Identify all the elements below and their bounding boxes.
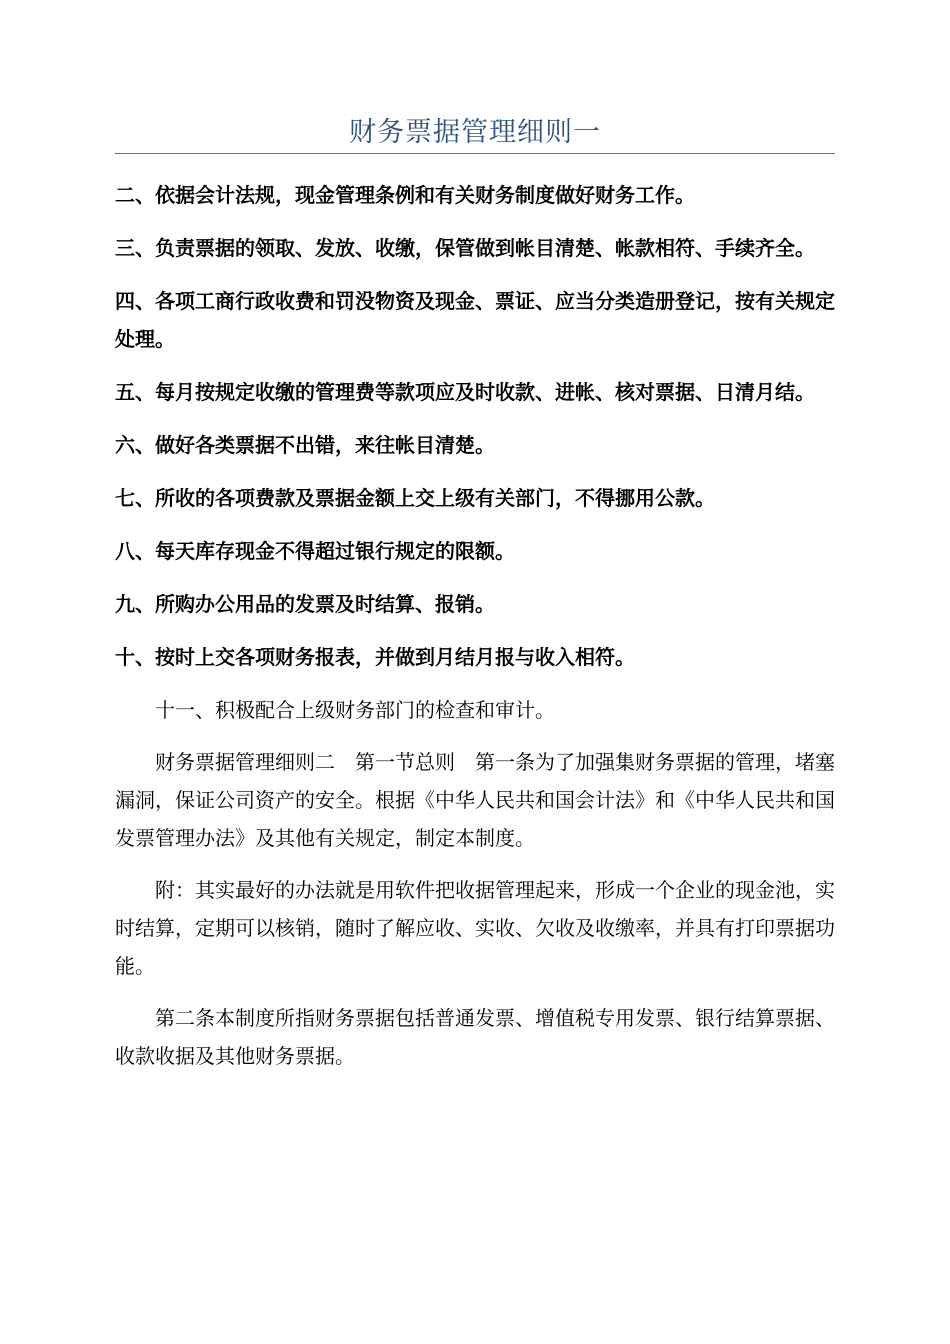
article-2: 第二条本制度所指财务票据包括普通发票、增值税专用发票、银行结算票据、收款收据及其他财务票据。 (115, 1006, 835, 1068)
clause-10: 十、按时上交各项财务报表，并做到月结月报与收入相符。 (115, 645, 635, 669)
document-body (115, 176, 835, 1089)
appendix-note: 附：其实最好的办法就是用软件把收据管理起来，形成一个企业的现金池，实时结算，定期可以核销，随时了解应收、实收、欠收及收缴率，并具有打印票据功能。 (115, 878, 835, 978)
clause-11: 十一、积极配合上级财务部门的检查和审计。 (155, 698, 555, 722)
clause-5: 五、每月按规定收缴的管理费等款项应及时收款、进帐、核对票据、日清月结。 (115, 380, 815, 404)
title-underline (115, 153, 835, 154)
clause-8: 八、每天库存现金不得超过银行规定的限额。 (115, 539, 515, 563)
clause-4: 四、各项工商行政收费和罚没物资及现金、票证、应当分类造册登记，按有关规定处理。 (115, 289, 835, 351)
clause-3: 三、负责票据的领取、发放、收缴，保管做到帐目清楚、帐款相符、手续齐全。 (115, 236, 815, 260)
document-title: 财务票据管理细则一 (349, 117, 601, 148)
rules-two-intro: 财务票据管理细则二 第一节总则 第一条为了加强集财务票据的管理，堵塞漏洞，保证公司资产的安全。根据《中华人民共和国会计法》和《中华人民共和国发票管理办法》及其他有关规定，制定本制度。 (115, 750, 835, 850)
clause-7: 七、所收的各项费款及票据金额上交上级有关部门，不得挪用公款。 (115, 486, 715, 510)
clause-9: 九、所购办公用品的发票及时结算、报销。 (115, 592, 495, 616)
clause-6: 六、做好各类票据不出错，来往帐目清楚。 (115, 433, 495, 457)
clause-2: 二、依据会计法规，现金管理条例和有关财务制度做好财务工作。 (115, 183, 695, 207)
